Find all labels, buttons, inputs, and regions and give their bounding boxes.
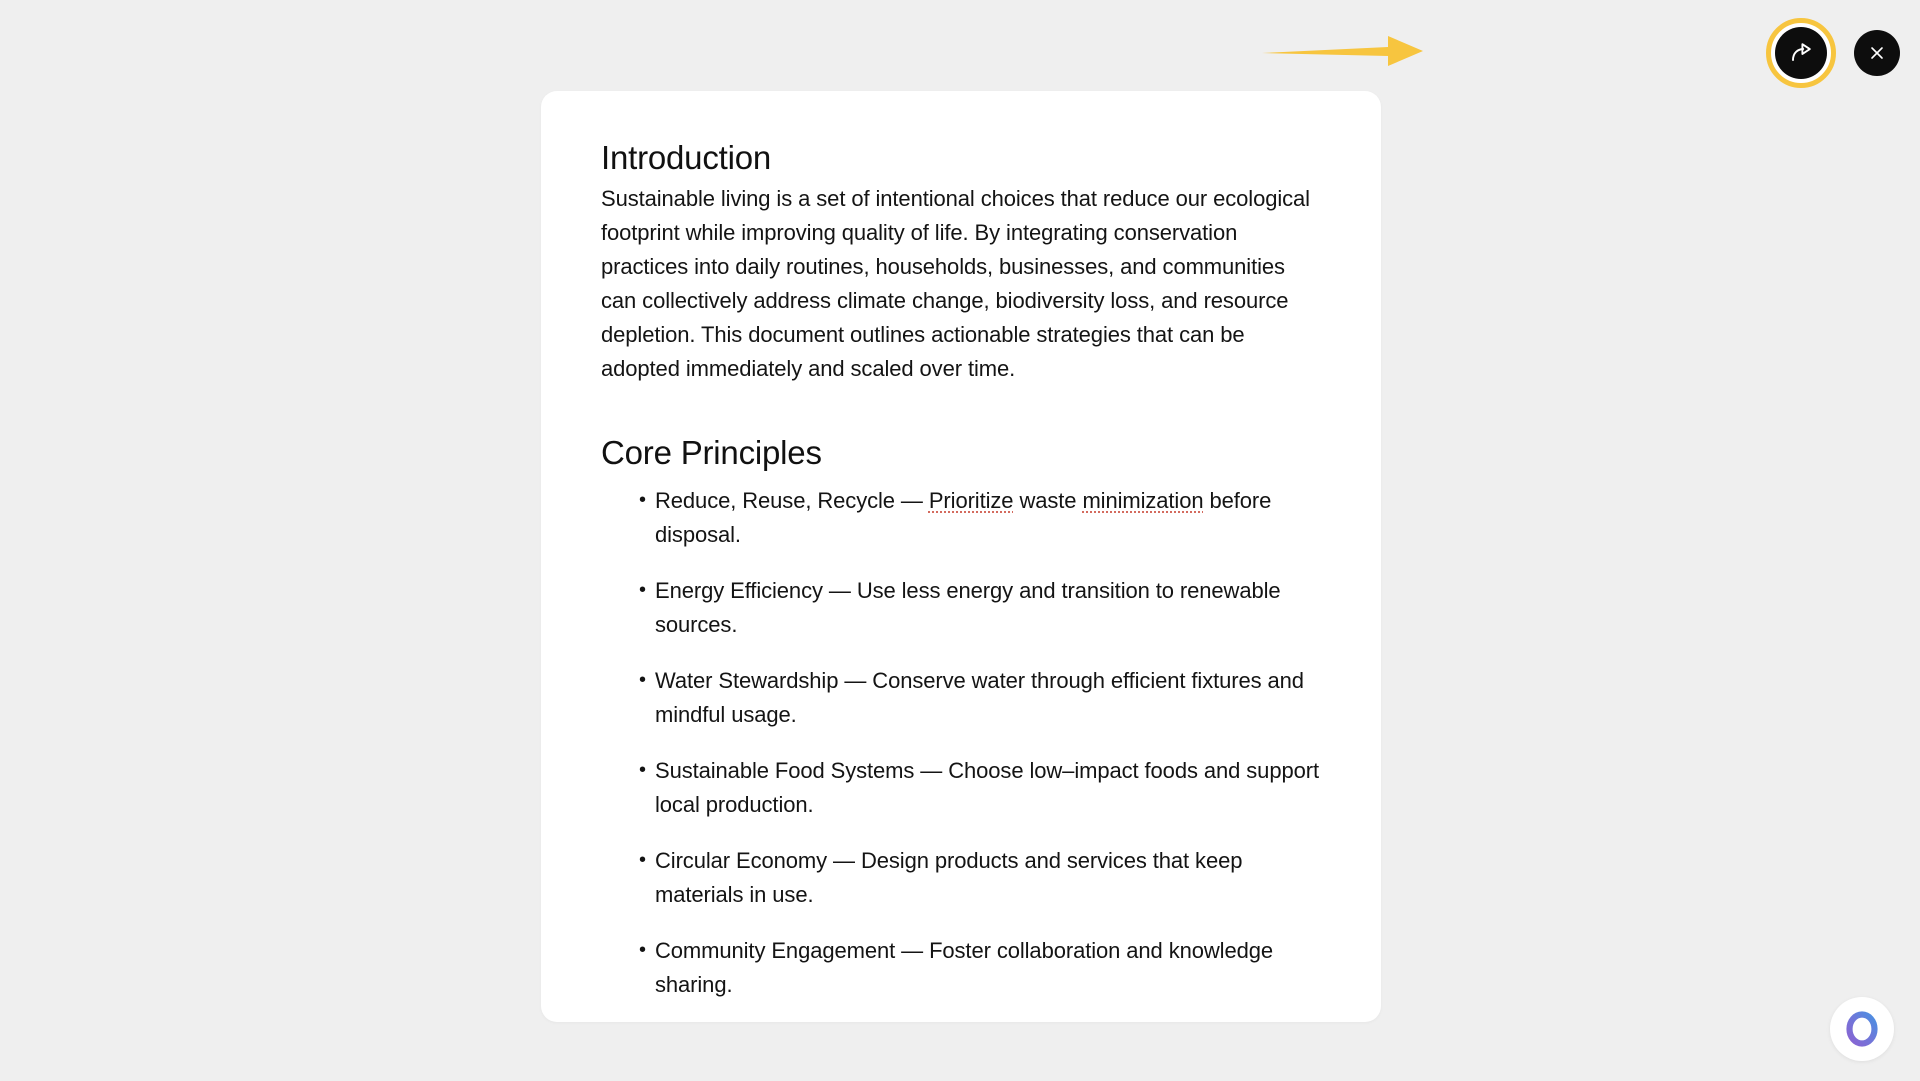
introduction-paragraph: Sustainable living is a set of intentional choices that reduce our ecological footprint while improving quality of life. By integrating conservation practices into daily routines, households, businesses, and communities can collectively address climate change, biodiversity loss, and resource depletion. This document outlines actionable strategies that can be adopted immediately and scaled over time. [601, 186, 1310, 382]
principle-dash: — [914, 757, 949, 783]
principle-text: Choose low–impact foods and support local production. [655, 757, 1319, 817]
core-principles-list [601, 484, 1321, 1002]
principle-dash: — [895, 937, 930, 963]
spellcheck-word[interactable]: Prioritize [928, 487, 1014, 513]
principle-text: Conserve water through efficient fixtures and mindful usage. [655, 667, 1304, 727]
section-heading-introduction: Introduction [601, 139, 772, 176]
list-item [601, 664, 1321, 732]
principle-term: Reduce, Reuse, Recycle [655, 487, 895, 513]
pointer-arrow-annotation [1260, 30, 1440, 72]
document-card[interactable] [541, 91, 1381, 1022]
list-item [601, 844, 1321, 912]
principle-term: Circular Economy [655, 847, 828, 873]
top-control-bar [1260, 0, 1920, 105]
principle-text: Design products and services that keep materials in use. [655, 847, 1243, 907]
share-arrow-icon [1788, 40, 1814, 66]
list-item [601, 484, 1321, 552]
principle-text-mid: waste [1013, 487, 1083, 513]
principle-term: Water Stewardship [655, 667, 839, 693]
principle-term: Sustainable Food Systems [655, 757, 915, 783]
principle-term: Community Engagement [655, 937, 896, 963]
spellcheck-word[interactable]: minimization [1082, 487, 1204, 513]
section-heading-core-principles: Core Principles [601, 434, 822, 472]
principle-text: Foster collaboration and knowledge sharing. [655, 937, 1273, 997]
document-content [541, 91, 1381, 1002]
principle-dash: — [822, 577, 857, 603]
brand-badge[interactable] [1830, 997, 1894, 1061]
principle-text-post: before disposal. [655, 487, 1272, 547]
list-item [601, 934, 1321, 1002]
list-item [601, 754, 1321, 822]
share-button-highlight [1766, 18, 1836, 88]
close-x-icon [1867, 43, 1887, 63]
principle-text: Use less energy and transition to renewable sources. [655, 577, 1281, 637]
o-ring-logo-icon [1844, 1011, 1880, 1047]
principle-term: Energy Efficiency [655, 577, 823, 603]
share-button[interactable] [1775, 27, 1827, 79]
principle-dash: — [827, 847, 861, 873]
principle-dash: — [838, 667, 873, 693]
principle-dash: — [894, 487, 929, 513]
close-button[interactable] [1854, 30, 1900, 76]
list-item [601, 574, 1321, 642]
